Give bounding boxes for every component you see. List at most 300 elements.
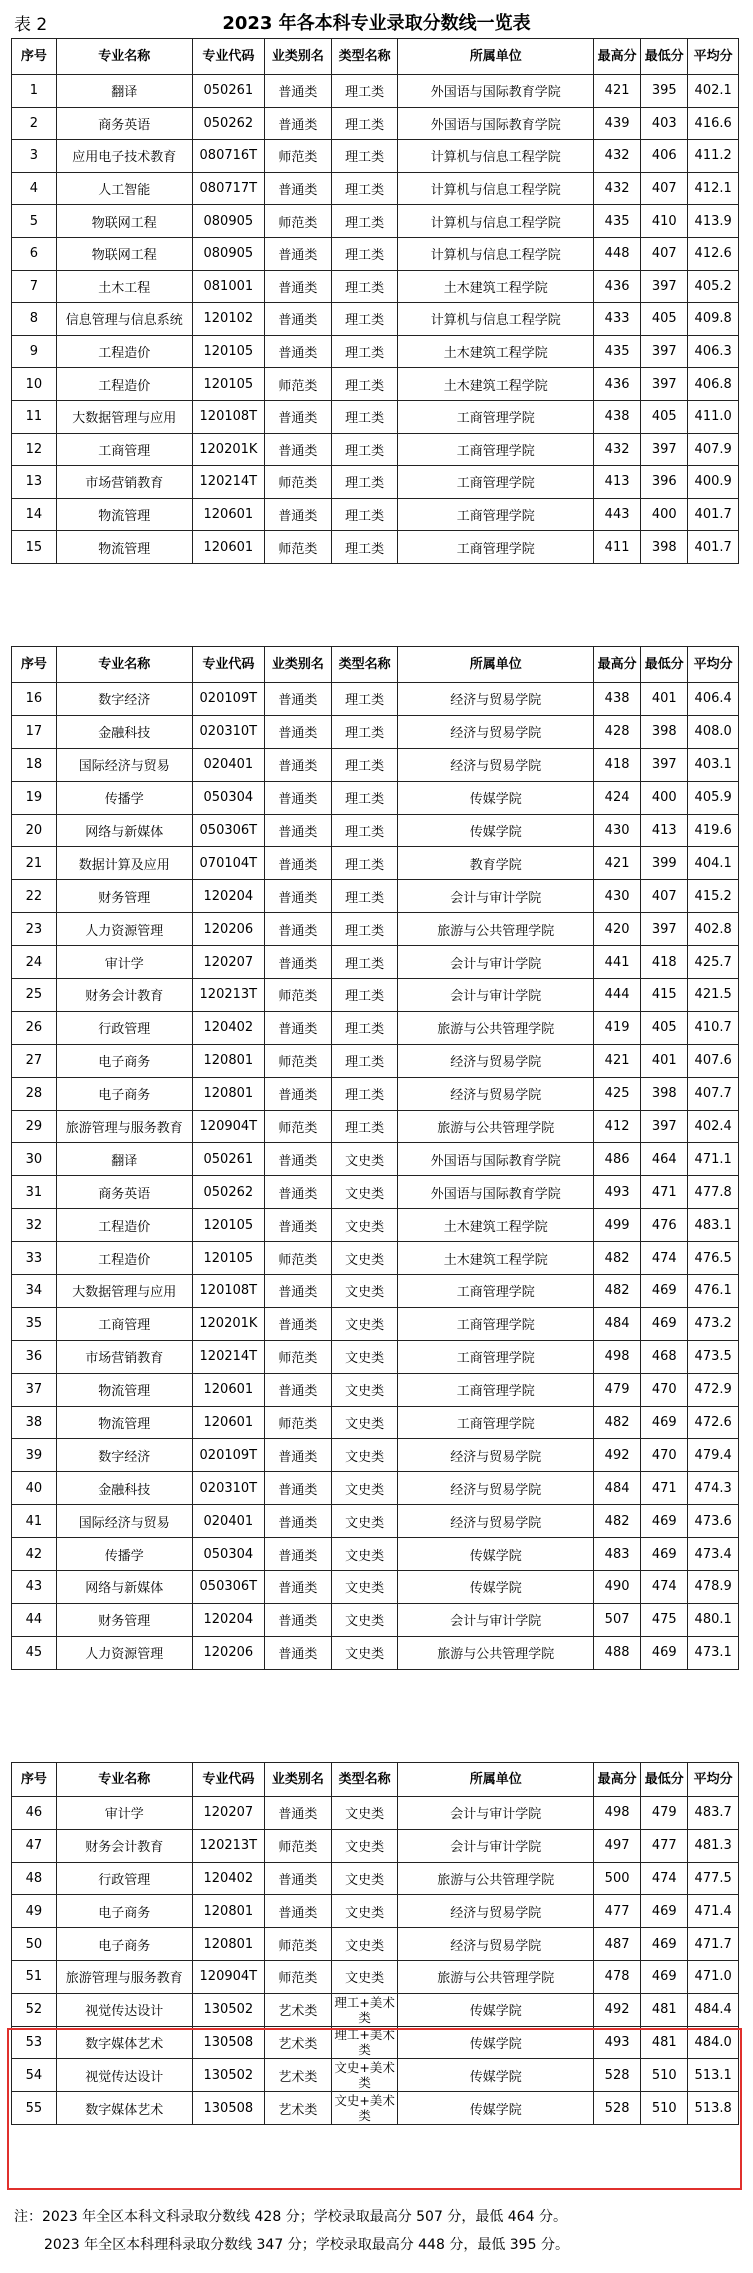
cell-type: 文史类 xyxy=(331,1538,398,1571)
cell-major-code: 130502 xyxy=(192,1993,264,2026)
table-row xyxy=(12,107,739,140)
cell-max-score: 444 xyxy=(594,979,641,1012)
cell-max-score: 418 xyxy=(594,748,641,781)
cell-avg-score: 407.9 xyxy=(688,433,739,466)
cell-major-name: 旅游管理与服务教育 xyxy=(56,1110,192,1143)
cell-major-name: 物流管理 xyxy=(56,1373,192,1406)
cell-avg-score: 412.6 xyxy=(688,237,739,270)
cell-major-code: 050261 xyxy=(192,75,264,108)
table-row xyxy=(12,2026,739,2059)
cell-avg-score: 401.7 xyxy=(688,531,739,564)
cell-department: 外国语与国际教育学院 xyxy=(398,1176,594,1209)
cell-avg-score: 406.8 xyxy=(688,368,739,401)
cell-major-code: 130502 xyxy=(192,2059,264,2092)
cell-major-code: 120201K xyxy=(192,1307,264,1340)
cell-department: 工商管理学院 xyxy=(398,1307,594,1340)
cell-avg-score: 473.4 xyxy=(688,1538,739,1571)
cell-avg-score: 471.4 xyxy=(688,1895,739,1928)
table-row xyxy=(12,1571,739,1604)
cell-min-score: 481 xyxy=(641,2026,688,2059)
cell-avg-score: 471.1 xyxy=(688,1143,739,1176)
table-label: 表 2 xyxy=(14,15,48,35)
cell-department: 旅游与公共管理学院 xyxy=(398,1862,594,1895)
cell-min-score: 474 xyxy=(641,1571,688,1604)
cell-department: 土木建筑工程学院 xyxy=(398,270,594,303)
cell-category: 普通类 xyxy=(265,1077,332,1110)
table-row xyxy=(12,1307,739,1340)
cell-category: 普通类 xyxy=(265,880,332,913)
cell-major-code: 120206 xyxy=(192,913,264,946)
cell-max-score: 484 xyxy=(594,1472,641,1505)
cell-major-name: 审计学 xyxy=(56,946,192,979)
cell-major-code: 120207 xyxy=(192,1797,264,1830)
cell-index: 16 xyxy=(12,683,57,716)
cell-max-score: 493 xyxy=(594,1176,641,1209)
cell-max-score: 448 xyxy=(594,237,641,270)
cell-major-code: 080905 xyxy=(192,205,264,238)
cell-avg-score: 409.8 xyxy=(688,303,739,336)
cell-index: 32 xyxy=(12,1209,57,1242)
header-category: 业类别名 xyxy=(265,1763,332,1797)
cell-min-score: 469 xyxy=(641,1895,688,1928)
cell-category: 师范类 xyxy=(265,368,332,401)
cell-major-code: 120402 xyxy=(192,1011,264,1044)
cell-major-code: 120105 xyxy=(192,1209,264,1242)
cell-index: 12 xyxy=(12,433,57,466)
cell-major-code: 120108T xyxy=(192,400,264,433)
cell-type: 理工类 xyxy=(331,205,398,238)
table-row xyxy=(12,1895,739,1928)
table-row xyxy=(12,1636,739,1669)
cell-major-name: 财务会计教育 xyxy=(56,979,192,1012)
cell-department: 工商管理学院 xyxy=(398,1340,594,1373)
cell-index: 47 xyxy=(12,1829,57,1862)
cell-major-code: 120213T xyxy=(192,979,264,1012)
cell-min-score: 474 xyxy=(641,1862,688,1895)
cell-index: 30 xyxy=(12,1143,57,1176)
cell-index: 44 xyxy=(12,1603,57,1636)
cell-major-code: 120108T xyxy=(192,1275,264,1308)
cell-max-score: 424 xyxy=(594,781,641,814)
cell-major-code: 080717T xyxy=(192,172,264,205)
cell-major-name: 数字媒体艺术 xyxy=(56,2092,192,2125)
cell-department: 传媒学院 xyxy=(398,1538,594,1571)
cell-avg-score: 425.7 xyxy=(688,946,739,979)
cell-department: 旅游与公共管理学院 xyxy=(398,1636,594,1669)
cell-category: 普通类 xyxy=(265,847,332,880)
header-department: 所属单位 xyxy=(398,1763,594,1797)
header-max-score: 最高分 xyxy=(594,39,641,75)
cell-min-score: 510 xyxy=(641,2059,688,2092)
table-block-1 xyxy=(11,38,739,564)
cell-index: 52 xyxy=(12,1993,57,2026)
cell-category: 师范类 xyxy=(265,1110,332,1143)
cell-department: 土木建筑工程学院 xyxy=(398,335,594,368)
cell-major-name: 翻译 xyxy=(56,75,192,108)
cell-type: 文史类 xyxy=(331,1439,398,1472)
cell-index: 2 xyxy=(12,107,57,140)
cell-department: 外国语与国际教育学院 xyxy=(398,75,594,108)
cell-category: 普通类 xyxy=(265,1209,332,1242)
cell-major-name: 国际经济与贸易 xyxy=(56,748,192,781)
table-row xyxy=(12,1472,739,1505)
cell-min-score: 468 xyxy=(641,1340,688,1373)
cell-major-name: 工商管理 xyxy=(56,1307,192,1340)
cell-index: 21 xyxy=(12,847,57,880)
header-major-name: 专业名称 xyxy=(56,647,192,683)
cell-type: 文史+美术类 xyxy=(331,2059,398,2092)
cell-max-score: 500 xyxy=(594,1862,641,1895)
cell-index: 14 xyxy=(12,498,57,531)
cell-avg-score: 474.3 xyxy=(688,1472,739,1505)
cell-major-name: 土木工程 xyxy=(56,270,192,303)
cell-major-name: 电子商务 xyxy=(56,1895,192,1928)
cell-avg-score: 415.2 xyxy=(688,880,739,913)
cell-index: 53 xyxy=(12,2026,57,2059)
cell-category: 普通类 xyxy=(265,1571,332,1604)
cell-department: 经济与贸易学院 xyxy=(398,1044,594,1077)
cell-major-code: 050306T xyxy=(192,1571,264,1604)
cell-type: 理工类 xyxy=(331,913,398,946)
cell-department: 经济与贸易学院 xyxy=(398,1472,594,1505)
cell-avg-score: 476.5 xyxy=(688,1242,739,1275)
table-row xyxy=(12,172,739,205)
cell-min-score: 415 xyxy=(641,979,688,1012)
cell-major-code: 020109T xyxy=(192,683,264,716)
cell-min-score: 399 xyxy=(641,847,688,880)
table-row xyxy=(12,531,739,564)
cell-type: 文史类 xyxy=(331,1242,398,1275)
cell-major-code: 120201K xyxy=(192,433,264,466)
cell-major-name: 物联网工程 xyxy=(56,205,192,238)
cell-category: 普通类 xyxy=(265,715,332,748)
cell-max-score: 432 xyxy=(594,140,641,173)
cell-department: 旅游与公共管理学院 xyxy=(398,1011,594,1044)
cell-type: 理工类 xyxy=(331,172,398,205)
cell-category: 师范类 xyxy=(265,1829,332,1862)
cell-major-name: 翻译 xyxy=(56,1143,192,1176)
cell-major-code: 050304 xyxy=(192,781,264,814)
cell-type: 理工类 xyxy=(331,498,398,531)
cell-max-score: 438 xyxy=(594,400,641,433)
cell-major-code: 120601 xyxy=(192,498,264,531)
table-row xyxy=(12,814,739,847)
cell-min-score: 397 xyxy=(641,1110,688,1143)
cell-type: 文史类 xyxy=(331,1505,398,1538)
cell-min-score: 471 xyxy=(641,1472,688,1505)
cell-department: 旅游与公共管理学院 xyxy=(398,913,594,946)
cell-index: 33 xyxy=(12,1242,57,1275)
cell-category: 普通类 xyxy=(265,748,332,781)
table-row xyxy=(12,781,739,814)
cell-avg-score: 401.7 xyxy=(688,498,739,531)
cell-type: 理工类 xyxy=(331,466,398,499)
cell-min-score: 469 xyxy=(641,1960,688,1993)
cell-avg-score: 477.8 xyxy=(688,1176,739,1209)
cell-type: 理工类 xyxy=(331,335,398,368)
cell-department: 计算机与信息工程学院 xyxy=(398,303,594,336)
cell-min-score: 476 xyxy=(641,1209,688,1242)
cell-index: 36 xyxy=(12,1340,57,1373)
cell-max-score: 421 xyxy=(594,847,641,880)
cell-avg-score: 473.5 xyxy=(688,1340,739,1373)
cell-category: 师范类 xyxy=(265,1406,332,1439)
cell-department: 计算机与信息工程学院 xyxy=(398,205,594,238)
cell-major-code: 120601 xyxy=(192,531,264,564)
cell-avg-score: 472.9 xyxy=(688,1373,739,1406)
cell-major-name: 行政管理 xyxy=(56,1011,192,1044)
cell-major-code: 120214T xyxy=(192,466,264,499)
cell-category: 普通类 xyxy=(265,1011,332,1044)
cell-max-score: 441 xyxy=(594,946,641,979)
cell-department: 传媒学院 xyxy=(398,2059,594,2092)
cell-category: 普通类 xyxy=(265,1439,332,1472)
cell-department: 传媒学院 xyxy=(398,2026,594,2059)
header-max-score: 最高分 xyxy=(594,647,641,683)
header-department: 所属单位 xyxy=(398,39,594,75)
cell-index: 41 xyxy=(12,1505,57,1538)
cell-major-name: 金融科技 xyxy=(56,1472,192,1505)
cell-avg-score: 407.7 xyxy=(688,1077,739,1110)
cell-type: 文史类 xyxy=(331,1960,398,1993)
cell-department: 会计与审计学院 xyxy=(398,880,594,913)
cell-index: 31 xyxy=(12,1176,57,1209)
cell-min-score: 405 xyxy=(641,1011,688,1044)
cell-major-code: 120214T xyxy=(192,1340,264,1373)
table-row xyxy=(12,335,739,368)
cell-min-score: 474 xyxy=(641,1242,688,1275)
cell-avg-score: 419.6 xyxy=(688,814,739,847)
cell-min-score: 469 xyxy=(641,1636,688,1669)
cell-max-score: 420 xyxy=(594,913,641,946)
cell-index: 19 xyxy=(12,781,57,814)
cell-type: 理工类 xyxy=(331,814,398,847)
cell-major-code: 081001 xyxy=(192,270,264,303)
cell-major-code: 120601 xyxy=(192,1373,264,1406)
cell-major-name: 物联网工程 xyxy=(56,237,192,270)
cell-category: 师范类 xyxy=(265,205,332,238)
cell-type: 文史类 xyxy=(331,1829,398,1862)
cell-min-score: 397 xyxy=(641,748,688,781)
table-row xyxy=(12,1829,739,1862)
cell-major-name: 传播学 xyxy=(56,1538,192,1571)
cell-major-name: 数字媒体艺术 xyxy=(56,2026,192,2059)
cell-type: 文史类 xyxy=(331,1373,398,1406)
cell-major-name: 工程造价 xyxy=(56,335,192,368)
cell-major-name: 电子商务 xyxy=(56,1044,192,1077)
cell-major-code: 130508 xyxy=(192,2026,264,2059)
cell-major-code: 080716T xyxy=(192,140,264,173)
cell-category: 普通类 xyxy=(265,814,332,847)
cell-avg-score: 483.1 xyxy=(688,1209,739,1242)
header-major-code: 专业代码 xyxy=(192,647,264,683)
header-type: 类型名称 xyxy=(331,1763,398,1797)
cell-index: 51 xyxy=(12,1960,57,1993)
cell-type: 文史类 xyxy=(331,1603,398,1636)
cell-department: 会计与审计学院 xyxy=(398,1797,594,1830)
cell-major-name: 财务管理 xyxy=(56,1603,192,1636)
cell-department: 工商管理学院 xyxy=(398,466,594,499)
cell-type: 理工类 xyxy=(331,140,398,173)
cell-max-score: 425 xyxy=(594,1077,641,1110)
cell-min-score: 469 xyxy=(641,1928,688,1961)
cell-type: 文史类 xyxy=(331,1797,398,1830)
header-min-score: 最低分 xyxy=(641,39,688,75)
cell-major-name: 应用电子技术教育 xyxy=(56,140,192,173)
cell-type: 文史类 xyxy=(331,1275,398,1308)
cell-max-score: 419 xyxy=(594,1011,641,1044)
cell-category: 师范类 xyxy=(265,140,332,173)
cell-type: 文史类 xyxy=(331,1143,398,1176)
cell-category: 普通类 xyxy=(265,237,332,270)
cell-min-score: 471 xyxy=(641,1176,688,1209)
table-row xyxy=(12,433,739,466)
cell-avg-score: 477.5 xyxy=(688,1862,739,1895)
table-row xyxy=(12,1505,739,1538)
cell-major-name: 网络与新媒体 xyxy=(56,814,192,847)
cell-department: 会计与审计学院 xyxy=(398,979,594,1012)
footnote-line-1: 注：2023 年全区本科文科录取分数线 428 分；学校录取最高分 507 分，最低 464 分。 xyxy=(14,2209,567,2225)
cell-major-name: 物流管理 xyxy=(56,1406,192,1439)
cell-type: 文史类 xyxy=(331,1209,398,1242)
cell-avg-score: 400.9 xyxy=(688,466,739,499)
cell-index: 34 xyxy=(12,1275,57,1308)
header-index: 序号 xyxy=(12,647,57,683)
cell-min-score: 403 xyxy=(641,107,688,140)
cell-department: 经济与贸易学院 xyxy=(398,1439,594,1472)
cell-min-score: 469 xyxy=(641,1505,688,1538)
cell-min-score: 469 xyxy=(641,1538,688,1571)
cell-min-score: 407 xyxy=(641,172,688,205)
cell-avg-score: 407.6 xyxy=(688,1044,739,1077)
cell-avg-score: 471.7 xyxy=(688,1928,739,1961)
cell-department: 计算机与信息工程学院 xyxy=(398,237,594,270)
cell-major-code: 020401 xyxy=(192,748,264,781)
cell-max-score: 498 xyxy=(594,1797,641,1830)
cell-major-code: 020401 xyxy=(192,1505,264,1538)
header-index: 序号 xyxy=(12,39,57,75)
cell-type: 文史类 xyxy=(331,1636,398,1669)
cell-major-code: 120206 xyxy=(192,1636,264,1669)
cell-type: 理工类 xyxy=(331,946,398,979)
cell-avg-score: 408.0 xyxy=(688,715,739,748)
cell-min-score: 397 xyxy=(641,913,688,946)
cell-major-name: 视觉传达设计 xyxy=(56,1993,192,2026)
cell-type: 理工类 xyxy=(331,847,398,880)
cell-max-score: 477 xyxy=(594,1895,641,1928)
cell-category: 普通类 xyxy=(265,1373,332,1406)
cell-index: 20 xyxy=(12,814,57,847)
cell-category: 普通类 xyxy=(265,781,332,814)
header-type: 类型名称 xyxy=(331,647,398,683)
cell-category: 普通类 xyxy=(265,335,332,368)
cell-avg-score: 483.7 xyxy=(688,1797,739,1830)
table-row xyxy=(12,1011,739,1044)
cell-major-name: 电子商务 xyxy=(56,1928,192,1961)
cell-category: 普通类 xyxy=(265,1176,332,1209)
cell-avg-score: 404.1 xyxy=(688,847,739,880)
cell-index: 22 xyxy=(12,880,57,913)
cell-department: 经济与贸易学院 xyxy=(398,715,594,748)
cell-category: 普通类 xyxy=(265,1143,332,1176)
cell-department: 外国语与国际教育学院 xyxy=(398,107,594,140)
cell-type: 文史类 xyxy=(331,1862,398,1895)
cell-avg-score: 410.7 xyxy=(688,1011,739,1044)
cell-avg-score: 484.4 xyxy=(688,1993,739,2026)
cell-department: 经济与贸易学院 xyxy=(398,1895,594,1928)
cell-major-name: 物流管理 xyxy=(56,498,192,531)
cell-major-code: 050306T xyxy=(192,814,264,847)
cell-max-score: 413 xyxy=(594,466,641,499)
cell-major-name: 人工智能 xyxy=(56,172,192,205)
cell-category: 普通类 xyxy=(265,433,332,466)
cell-major-code: 120402 xyxy=(192,1862,264,1895)
cell-type: 理工类 xyxy=(331,1011,398,1044)
cell-major-name: 人力资源管理 xyxy=(56,1636,192,1669)
cell-max-score: 412 xyxy=(594,1110,641,1143)
header-major-code: 专业代码 xyxy=(192,1763,264,1797)
cell-avg-score: 513.8 xyxy=(688,2092,739,2125)
cell-department: 传媒学院 xyxy=(398,814,594,847)
cell-index: 6 xyxy=(12,237,57,270)
cell-type: 文史类 xyxy=(331,1928,398,1961)
cell-min-score: 405 xyxy=(641,400,688,433)
cell-index: 38 xyxy=(12,1406,57,1439)
cell-department: 外国语与国际教育学院 xyxy=(398,1143,594,1176)
cell-department: 工商管理学院 xyxy=(398,433,594,466)
table-row xyxy=(12,1797,739,1830)
cell-avg-score: 402.1 xyxy=(688,75,739,108)
cell-index: 17 xyxy=(12,715,57,748)
header-avg-score: 平均分 xyxy=(688,1763,739,1797)
cell-max-score: 443 xyxy=(594,498,641,531)
cell-department: 传媒学院 xyxy=(398,1993,594,2026)
cell-major-code: 120204 xyxy=(192,880,264,913)
cell-category: 师范类 xyxy=(265,1960,332,1993)
cell-major-code: 130508 xyxy=(192,2092,264,2125)
cell-avg-score: 478.9 xyxy=(688,1571,739,1604)
cell-major-name: 商务英语 xyxy=(56,1176,192,1209)
title-row xyxy=(0,6,753,36)
cell-major-name: 工程造价 xyxy=(56,1242,192,1275)
cell-major-name: 金融科技 xyxy=(56,715,192,748)
cell-department: 工商管理学院 xyxy=(398,1373,594,1406)
cell-category: 普通类 xyxy=(265,1307,332,1340)
cell-category: 普通类 xyxy=(265,1538,332,1571)
table-row xyxy=(12,75,739,108)
cell-avg-score: 473.2 xyxy=(688,1307,739,1340)
cell-max-score: 492 xyxy=(594,1993,641,2026)
header-row xyxy=(12,647,739,683)
cell-category: 普通类 xyxy=(265,946,332,979)
cell-type: 理工+美术类 xyxy=(331,1993,398,2026)
cell-category: 普通类 xyxy=(265,1895,332,1928)
table-row xyxy=(12,498,739,531)
cell-avg-score: 411.0 xyxy=(688,400,739,433)
cell-category: 普通类 xyxy=(265,683,332,716)
cell-min-score: 397 xyxy=(641,433,688,466)
cell-major-name: 国际经济与贸易 xyxy=(56,1505,192,1538)
cell-max-score: 482 xyxy=(594,1275,641,1308)
cell-department: 经济与贸易学院 xyxy=(398,1928,594,1961)
table-row xyxy=(12,1077,739,1110)
cell-min-score: 401 xyxy=(641,1044,688,1077)
cell-index: 42 xyxy=(12,1538,57,1571)
cell-type: 理工+美术类 xyxy=(331,2026,398,2059)
cell-major-code: 120801 xyxy=(192,1895,264,1928)
cell-max-score: 498 xyxy=(594,1340,641,1373)
header-department: 所属单位 xyxy=(398,647,594,683)
